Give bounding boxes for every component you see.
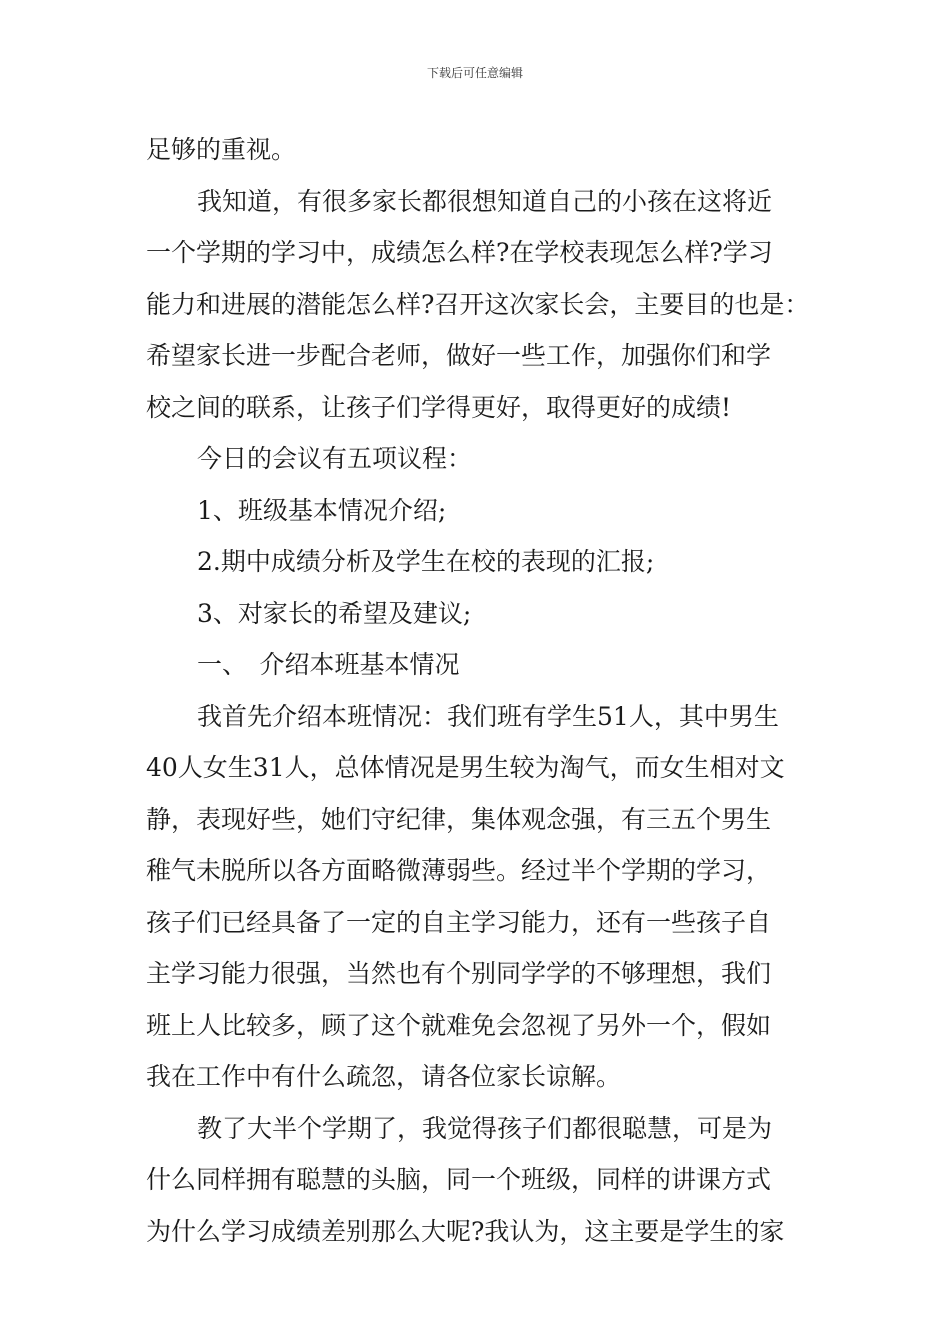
text-line: 一个学期的学习中，成绩怎么样?在学校表现怎么样?学习 [146,238,773,267]
page-header-note: 下载后可任意编辑 [426,66,523,80]
text-line: 希望家长进一步配合老师，做好一些工作，加强你们和学 [146,341,772,370]
text-line: 今日的会议有五项议程： [197,444,473,473]
text-line: 能力和进展的潜能怎么样?召开这次家长会，主要目的也是： [146,289,810,319]
text-line: 我首先介绍本班情况：我们班有学生51人，其中男生 [197,701,779,731]
text-line: 一、 介绍本班基本情况 [197,650,460,679]
text-line: 孩子们已经具备了一定的自主学习能力，还有一些孩子自 [146,907,772,937]
text-line: 稚气未脱所以各方面略微薄弱些。经过半个学期的学习， [146,856,772,885]
text-line: 静，表现好些，她们守纪律，集体观念强，有三五个男生 [146,804,772,834]
document-body [146,124,814,1257]
text-line: 1、班级基本情况介绍; [197,495,447,525]
text-line: 教了大半个学期了，我觉得孩子们都很聪慧，可是为 [197,1113,773,1143]
text-line: 校之间的联系，让孩子们学得更好，取得更好的成绩! [146,392,732,422]
text-line: 2.期中成绩分析及学生在校的表现的汇报; [197,547,655,576]
text-line: 足够的重视。 [146,135,297,164]
text-line: 3、对家长的希望及建议; [197,598,472,628]
text-line: 什么同样拥有聪慧的头脑，同一个班级，同样的讲课方式 [146,1165,772,1194]
text-line: 我知道，有很多家长都很想知道自己的小孩在这将近 [197,186,773,216]
text-line: 班上人比较多，顾了这个就难免会忽视了另外一个，假如 [146,1010,772,1040]
text-line: 我在工作中有什么疏忽，请各位家长谅解。 [146,1062,622,1091]
text-line: 为什么学习成绩差别那么大呢?我认为，这主要是学生的家 [146,1216,785,1246]
text-line: 40人女生31人，总体情况是男生较为淘气，而女生相对文 [146,753,785,782]
text-line: 主学习能力很强，当然也有个别同学学的不够理想，我们 [146,959,772,988]
